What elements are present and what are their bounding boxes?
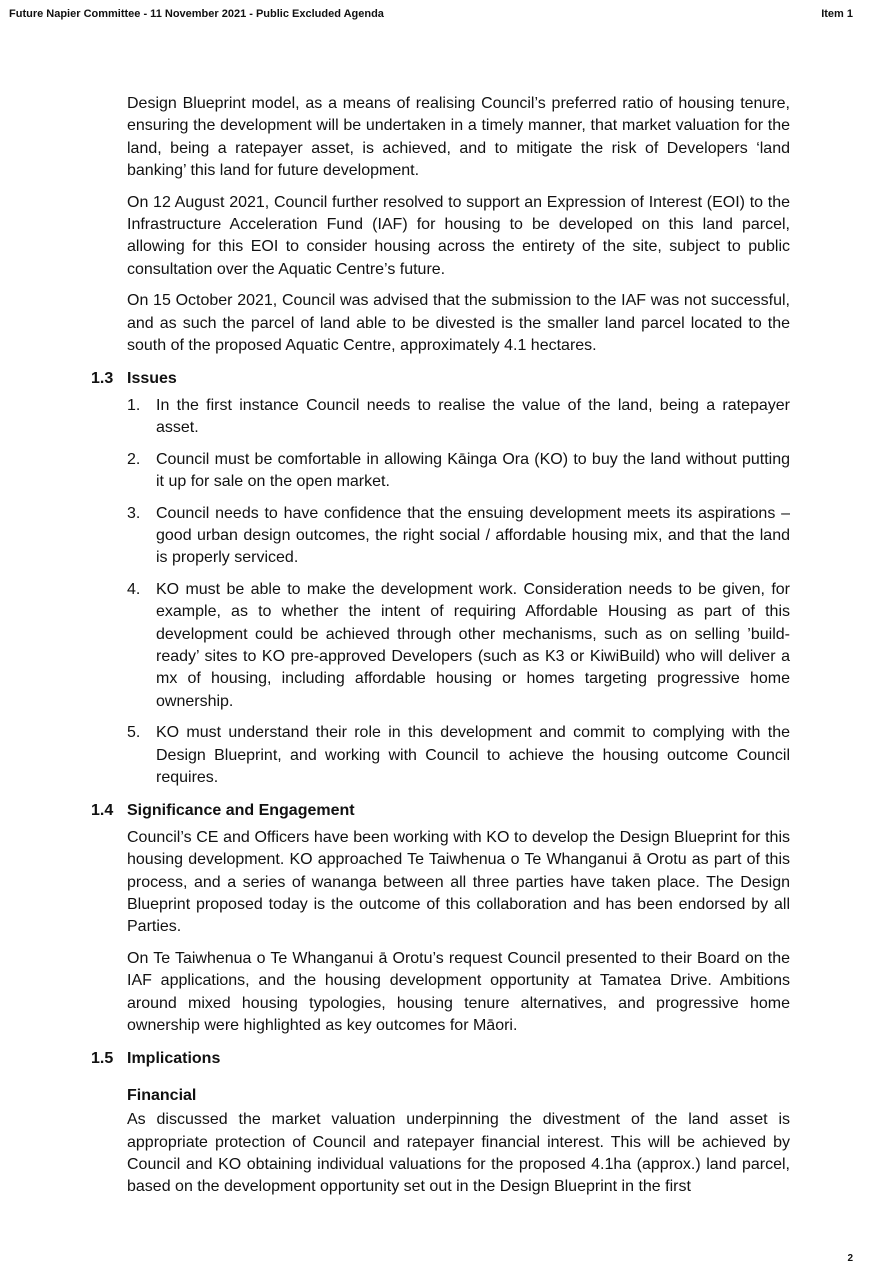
list-item-number: 2. — [127, 450, 141, 468]
list-item-number: 5. — [127, 724, 141, 742]
list-item — [127, 449, 790, 494]
section-heading-issues — [91, 368, 879, 390]
subheading-financial: Financial — [127, 1086, 197, 1104]
paragraph: As discussed the market valuation underpinning the divestment of the land asset is appropriate protection of Council and ratepayer financial interest. This will be achieved by Council and KO obtaining individual valuations for the proposed 4.1ha (approx.) land parcel, based on the development opportunity set out in the Design Blueprint in the first — [127, 1111, 790, 1196]
list-item-number: 1. — [127, 396, 141, 414]
paragraph: On Te Taiwhenua o Te Whanganui ā Orotu’s request Council presented to their Board on the IAF applications, and the housing development opportunity at Tamatea Drive. Ambitions around mixed housing typologies, housing tenure alternatives, and progressive home ownership were highlighted as key outcomes for Māori. — [127, 949, 790, 1035]
list-item-text: In the first instance Council needs to realise the value of the land, being a ratepayer asset. — [156, 396, 790, 437]
paragraph: Design Blueprint model, as a means of realising Council’s preferred ratio of housing tenure, ensuring the development will be undertaken in a timely manner, that market valuation for the land, being a ratepayer asset, is achieved, and to mitigate the risk of Developers ‘land banking’ this land for future development. — [127, 95, 790, 180]
document-header-item: Item 1 — [821, 8, 853, 20]
page-number: 2 — [847, 1253, 853, 1264]
section-title: Significance and Engagement — [127, 802, 355, 820]
paragraph: On 15 October 2021, Council was advised that the submission to the IAF was not successful, and as such the parcel of land able to be divested is the smaller land parcel located to the south of the proposed Aquatic Centre, approximately 4.1 hectares. — [127, 292, 790, 355]
document-body — [0, 93, 879, 1208]
list-item — [127, 395, 790, 440]
paragraph: Council’s CE and Officers have been working with KO to develop the Design Blueprint for this housing development. KO approached Te Taiwhenua o Te Whanganui ā Orotu as part of this process, and a series of wananga between all three parties have taken place. The Design Blueprint proposed today is the outcome of this collaboration and has been endorsed by all Parties. — [127, 828, 790, 936]
section-heading-engagement — [91, 800, 879, 822]
document-header-title: Future Napier Committee - 11 November 2021 - Public Excluded Agenda — [9, 8, 384, 20]
section-number: 1.4 — [91, 802, 114, 820]
section-title: Implications — [127, 1050, 221, 1068]
section-number: 1.5 — [91, 1050, 114, 1068]
section-heading-implications — [91, 1048, 879, 1070]
list-item — [127, 579, 790, 713]
list-item — [127, 722, 790, 789]
issues-list — [0, 395, 879, 790]
list-item-number: 4. — [127, 580, 141, 598]
section-title: Issues — [127, 370, 177, 388]
paragraph: On 12 August 2021, Council further resolved to support an Expression of Interest (EOI) to the Infrastructure Acceleration Fund (IAF) for housing to be developed on this land parcel, allowing for this EOI to consider housing across the entirety of the site, subject to public consultation over the Aquatic Centre’s future. — [127, 193, 790, 278]
list-item-text: KO must understand their role in this development and commit to complying with the Design Blueprint, and working with Council to achieve the housing outcome Council requires. — [156, 724, 790, 786]
list-item — [127, 503, 790, 570]
list-item-text: Council must be comfortable in allowing Kāinga Ora (KO) to buy the land without putting it up for sale on the open market. — [156, 450, 790, 491]
list-item-text: KO must be able to make the development work. Consideration needs to be given, for example, as to whether the intent of requiring Affordable Housing as part of this development could be achieved through other mechanisms, such as on selling ’build-ready’ sites to KO pre-approved Developers (such as K3 or KiwiBuild) who will deliver a mx of housing, including affordable housing or homes targeting progressive home ownership. — [156, 580, 790, 710]
list-item-number: 3. — [127, 504, 141, 522]
list-item-text: Council needs to have confidence that the ensuing development meets its aspirations – good urban design outcomes, the right social / affordable housing mix, and that the land is properly serviced. — [156, 504, 790, 567]
section-number: 1.3 — [91, 370, 114, 388]
